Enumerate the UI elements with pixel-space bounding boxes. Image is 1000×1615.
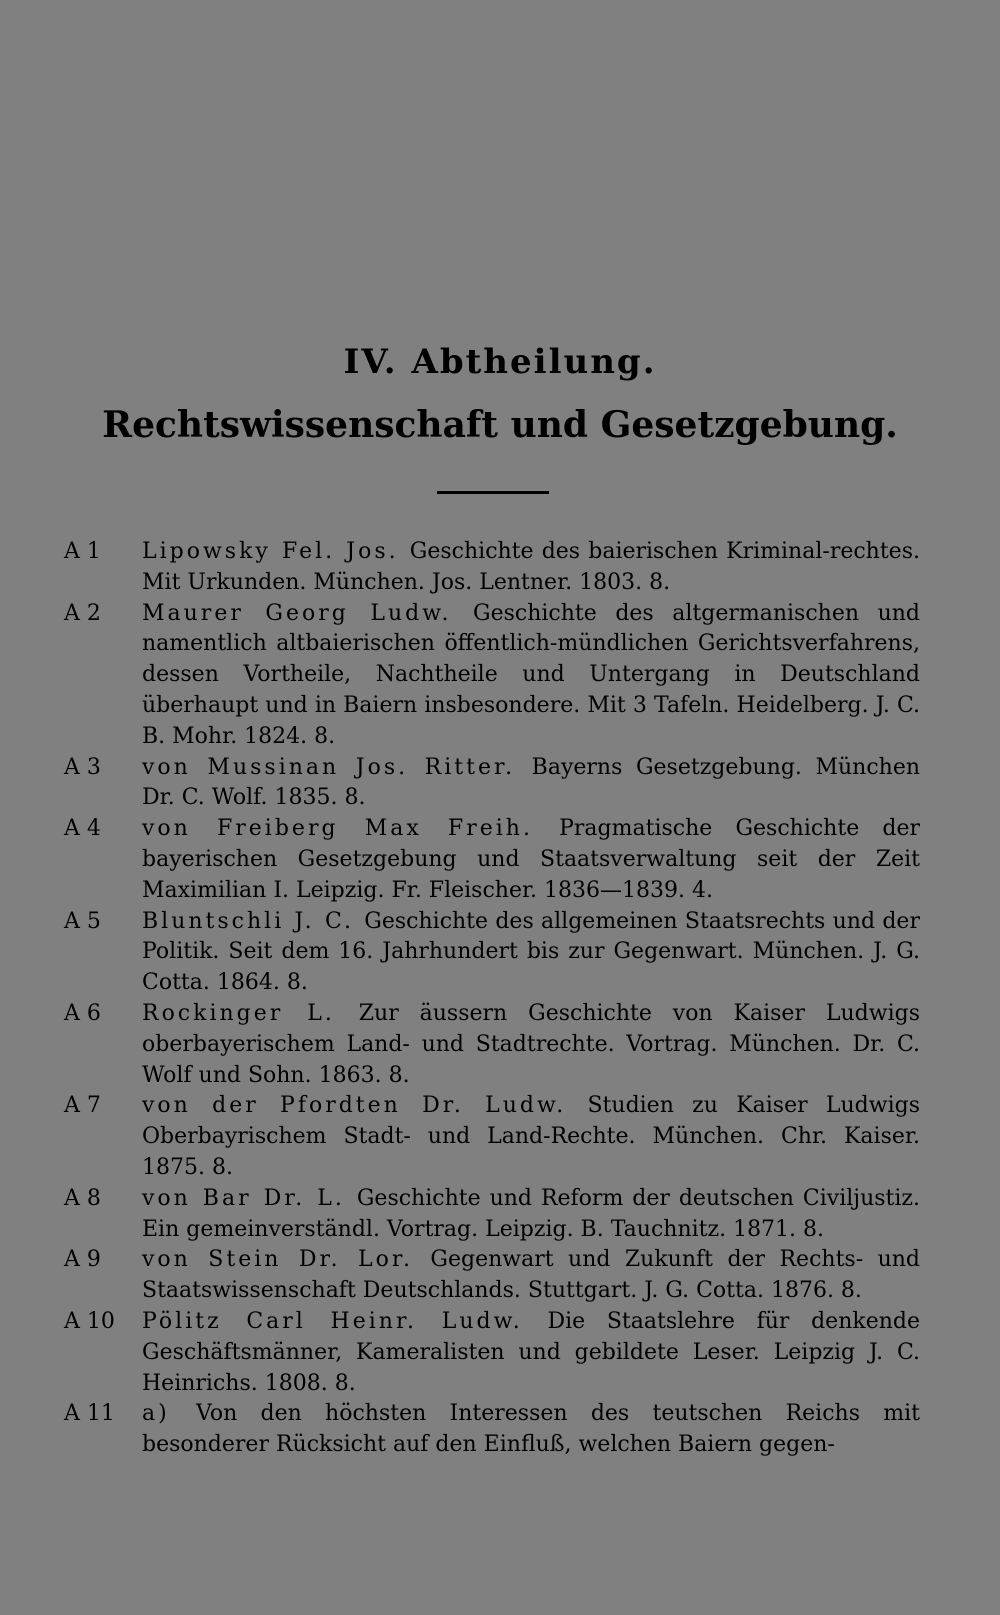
entry-signature: A 11 bbox=[64, 1401, 115, 1427]
bibliography-entry bbox=[64, 1245, 920, 1307]
entry-author: von der Pfordten Dr. Ludw. bbox=[142, 1093, 588, 1119]
bibliography-entry bbox=[64, 599, 920, 753]
entry-signature: A 4 bbox=[64, 816, 101, 842]
bibliography-entry bbox=[64, 537, 920, 599]
entry-author: a) bbox=[142, 1401, 196, 1427]
entry-author: von Stein Dr. Lor. bbox=[142, 1247, 431, 1273]
entry-signature: A 6 bbox=[64, 1000, 101, 1026]
entry-signature: A 9 bbox=[64, 1247, 101, 1273]
entry-author: Maurer Georg Ludw. bbox=[142, 600, 474, 626]
bibliography-entry bbox=[64, 907, 920, 999]
section-subtitle: Rechtswissenschaft und Gesetzgebung. bbox=[102, 404, 898, 446]
bibliography-list bbox=[64, 537, 920, 1461]
entry-signature: A 5 bbox=[64, 908, 101, 934]
entry-description: Zur äussern Geschichte von Kaiser Ludwigs oberbayerischem Land- und Stadtrechte. Vortrag. München. Dr. C. Wolf und Sohn. 1863. 8. bbox=[142, 1000, 920, 1088]
entry-author: von Bar Dr. L. bbox=[142, 1185, 357, 1211]
entry-description: Studien zu Kaiser Ludwigs Oberbayrischem Stadt- und Land-Rechte. München. Chr. Kaiser. 1875. 8. bbox=[142, 1093, 920, 1180]
bibliography-entry bbox=[64, 1091, 920, 1183]
bibliography-entry bbox=[64, 814, 920, 906]
bibliography-entry bbox=[64, 1307, 920, 1399]
entry-signature: A 3 bbox=[64, 754, 101, 780]
entry-description: Bayerns Gesetzgebung. München Dr. C. Wolf. 1835. 8. bbox=[142, 754, 921, 811]
entry-description: Geschichte und Reform der deutschen Civiljustiz. Ein gemeinverständl. Vortrag. Leipzig. B. Tauchnitz. 1871. 8. bbox=[142, 1185, 921, 1242]
entry-description: Pragmatische Geschichte der bayerischen Gesetzgebung und Staatsverwaltung seit der Zeit Maximilian I. Leipzig. Fr. Fleischer. 1836—1839. 4. bbox=[142, 816, 920, 903]
entry-signature: A 2 bbox=[64, 600, 101, 626]
bibliography-entry bbox=[64, 1184, 920, 1246]
entry-author: Bluntschli J. C. bbox=[142, 908, 365, 934]
entry-signature: A 8 bbox=[64, 1185, 101, 1211]
entry-author: von Mussinan Jos. Ritter. bbox=[142, 754, 532, 780]
entry-description: Geschichte des allgemeinen Staatsrechts und der Politik. Seit dem 16. Jahrhundert bis zur Gegenwart. München. J. G. Cotta. 1864. 8. bbox=[142, 908, 920, 996]
entry-description: Die Staatslehre für denkende Geschäftsmänner, Kameralisten und gebildete Leser. Leipzig J. C. Heinrichs. 1808. 8. bbox=[142, 1308, 920, 1396]
entry-description: Von den höchsten Interessen des teutschen Reichs mit besonderer Rücksicht auf den Einfluß, welchen Baiern gegen- bbox=[142, 1401, 920, 1458]
entry-signature: A 10 bbox=[64, 1308, 115, 1334]
entry-description: Geschichte des altgermanischen und namentlich altbaierischen öffentlich-mündlichen Gerichtsverfahrens, dessen Vortheile, Nachtheile und Untergang in Deutschland überhaupt und in Baiern insbesondere. Mit 3 Tafeln. Heidelberg. J. C. B. Mohr. 1824. 8. bbox=[142, 600, 920, 749]
bibliography-entry bbox=[64, 753, 920, 815]
entry-author: Rockinger L. bbox=[142, 1000, 359, 1026]
entry-signature: A 1 bbox=[64, 539, 101, 564]
entry-signature: A 7 bbox=[64, 1093, 101, 1119]
entry-author: Lipowsky Fel. Jos. bbox=[142, 539, 410, 564]
entry-description: Gegenwart und Zukunft der Rechts- und Staatswissenschaft Deutschlands. Stuttgart. J. G. Cotta. 1876. 8. bbox=[142, 1247, 920, 1304]
bibliography-entry bbox=[64, 1399, 920, 1461]
entry-author: von Freiberg Max Freih. bbox=[142, 816, 560, 842]
entry-author: Pölitz Carl Heinr. Ludw. bbox=[142, 1308, 548, 1334]
bibliography-entry bbox=[64, 999, 920, 1091]
entry-description: Geschichte des baierischen Kriminal-rechtes. Mit Urkunden. München. Jos. Lentner. 1803. 8. bbox=[142, 539, 920, 595]
title-divider bbox=[437, 491, 549, 494]
section-title: IV. Abtheilung. bbox=[343, 342, 657, 382]
